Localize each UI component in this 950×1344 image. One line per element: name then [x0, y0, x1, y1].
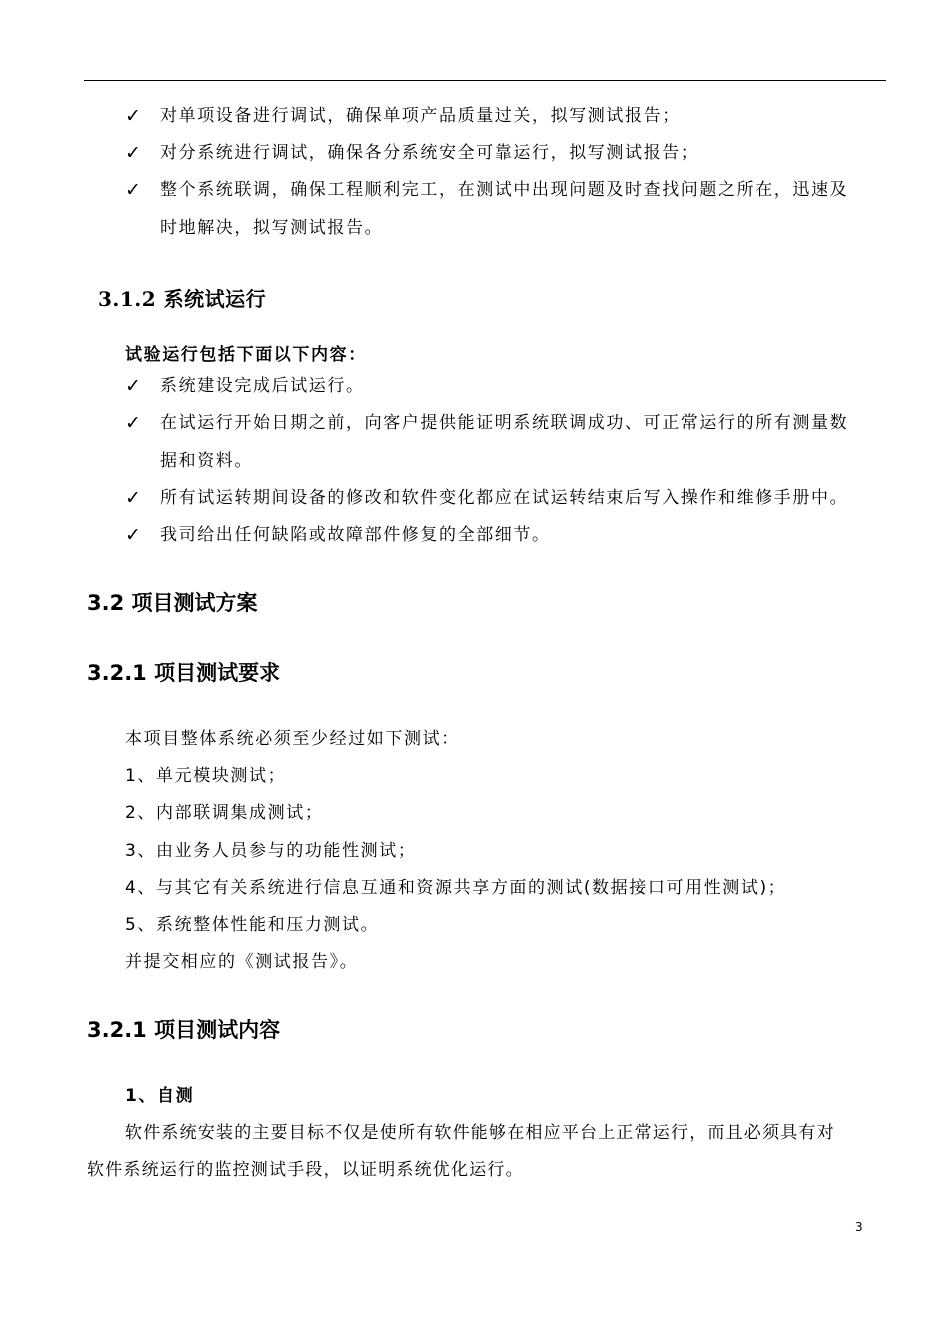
check-item-text: 在试运行开始日期之前，向客户提供能证明系统联调成功、可正常运行的所有测量数	[160, 413, 849, 433]
check-icon: ✓	[125, 105, 141, 127]
check-item-text: 系统建设完成后试运行。	[160, 376, 365, 396]
req-item: 2、内部联调集成测试；	[125, 803, 324, 823]
req-item: 4、与其它有关系统进行信息互通和资源共享方面的测试(数据接口可用性测试)；	[125, 878, 787, 898]
paragraph-line: 软件系统安装的主要目标不仅是使所有软件能够在相应平台上正常运行，而且必须具有对	[125, 1123, 835, 1143]
check-item-text: 对单项设备进行调试，确保单项产品质量过关，拟写测试报告；	[160, 106, 681, 126]
check-icon: ✓	[125, 524, 141, 546]
check-icon: ✓	[125, 142, 141, 164]
subsection-heading: 3.2.1 项目测试内容	[87, 1018, 281, 1042]
req-item: 5、系统整体性能和压力测试。	[125, 915, 380, 935]
subsection-heading: 3.2.1 项目测试要求	[87, 661, 281, 685]
check-icon: ✓	[125, 487, 141, 509]
req-item: 3、由业务人员参与的功能性测试；	[125, 841, 417, 861]
trial-intro: 试验运行包括下面以下内容：	[125, 345, 367, 365]
check-item-text: 整个系统联调，确保工程顺利完工，在测试中出现问题及时查找问题之所在，迅速及	[160, 180, 849, 200]
check-item-text-continued: 据和资料。	[160, 451, 253, 471]
check-icon: ✓	[125, 412, 141, 434]
self-test-title: 1、自测	[125, 1086, 195, 1106]
header-rule	[84, 80, 886, 81]
check-item-text: 我司给出任何缺陷或故障部件修复的全部细节。	[160, 525, 551, 545]
check-icon: ✓	[125, 375, 141, 397]
section-heading: 3.2 项目测试方案	[87, 591, 258, 615]
req-item: 1、单元模块测试；	[125, 766, 287, 786]
check-item-text-continued: 时地解决，拟写测试报告。	[160, 218, 384, 238]
paragraph-line: 软件系统运行的监控测试手段，以证明系统优化运行。	[87, 1160, 524, 1180]
check-item-text: 所有试运转期间设备的修改和软件变化都应在试运转结束后写入操作和维修手册中。	[160, 488, 849, 508]
check-item-text: 对分系统进行调试，确保各分系统安全可靠运行，拟写测试报告；	[160, 143, 700, 163]
req-intro: 本项目整体系统必须至少经过如下测试：	[125, 729, 460, 749]
page-number: 3	[855, 1220, 863, 1234]
section-heading: 3.1.2 系统试运行	[98, 287, 267, 311]
check-icon: ✓	[125, 179, 141, 201]
req-outro: 并提交相应的《测试报告》。	[125, 952, 359, 972]
